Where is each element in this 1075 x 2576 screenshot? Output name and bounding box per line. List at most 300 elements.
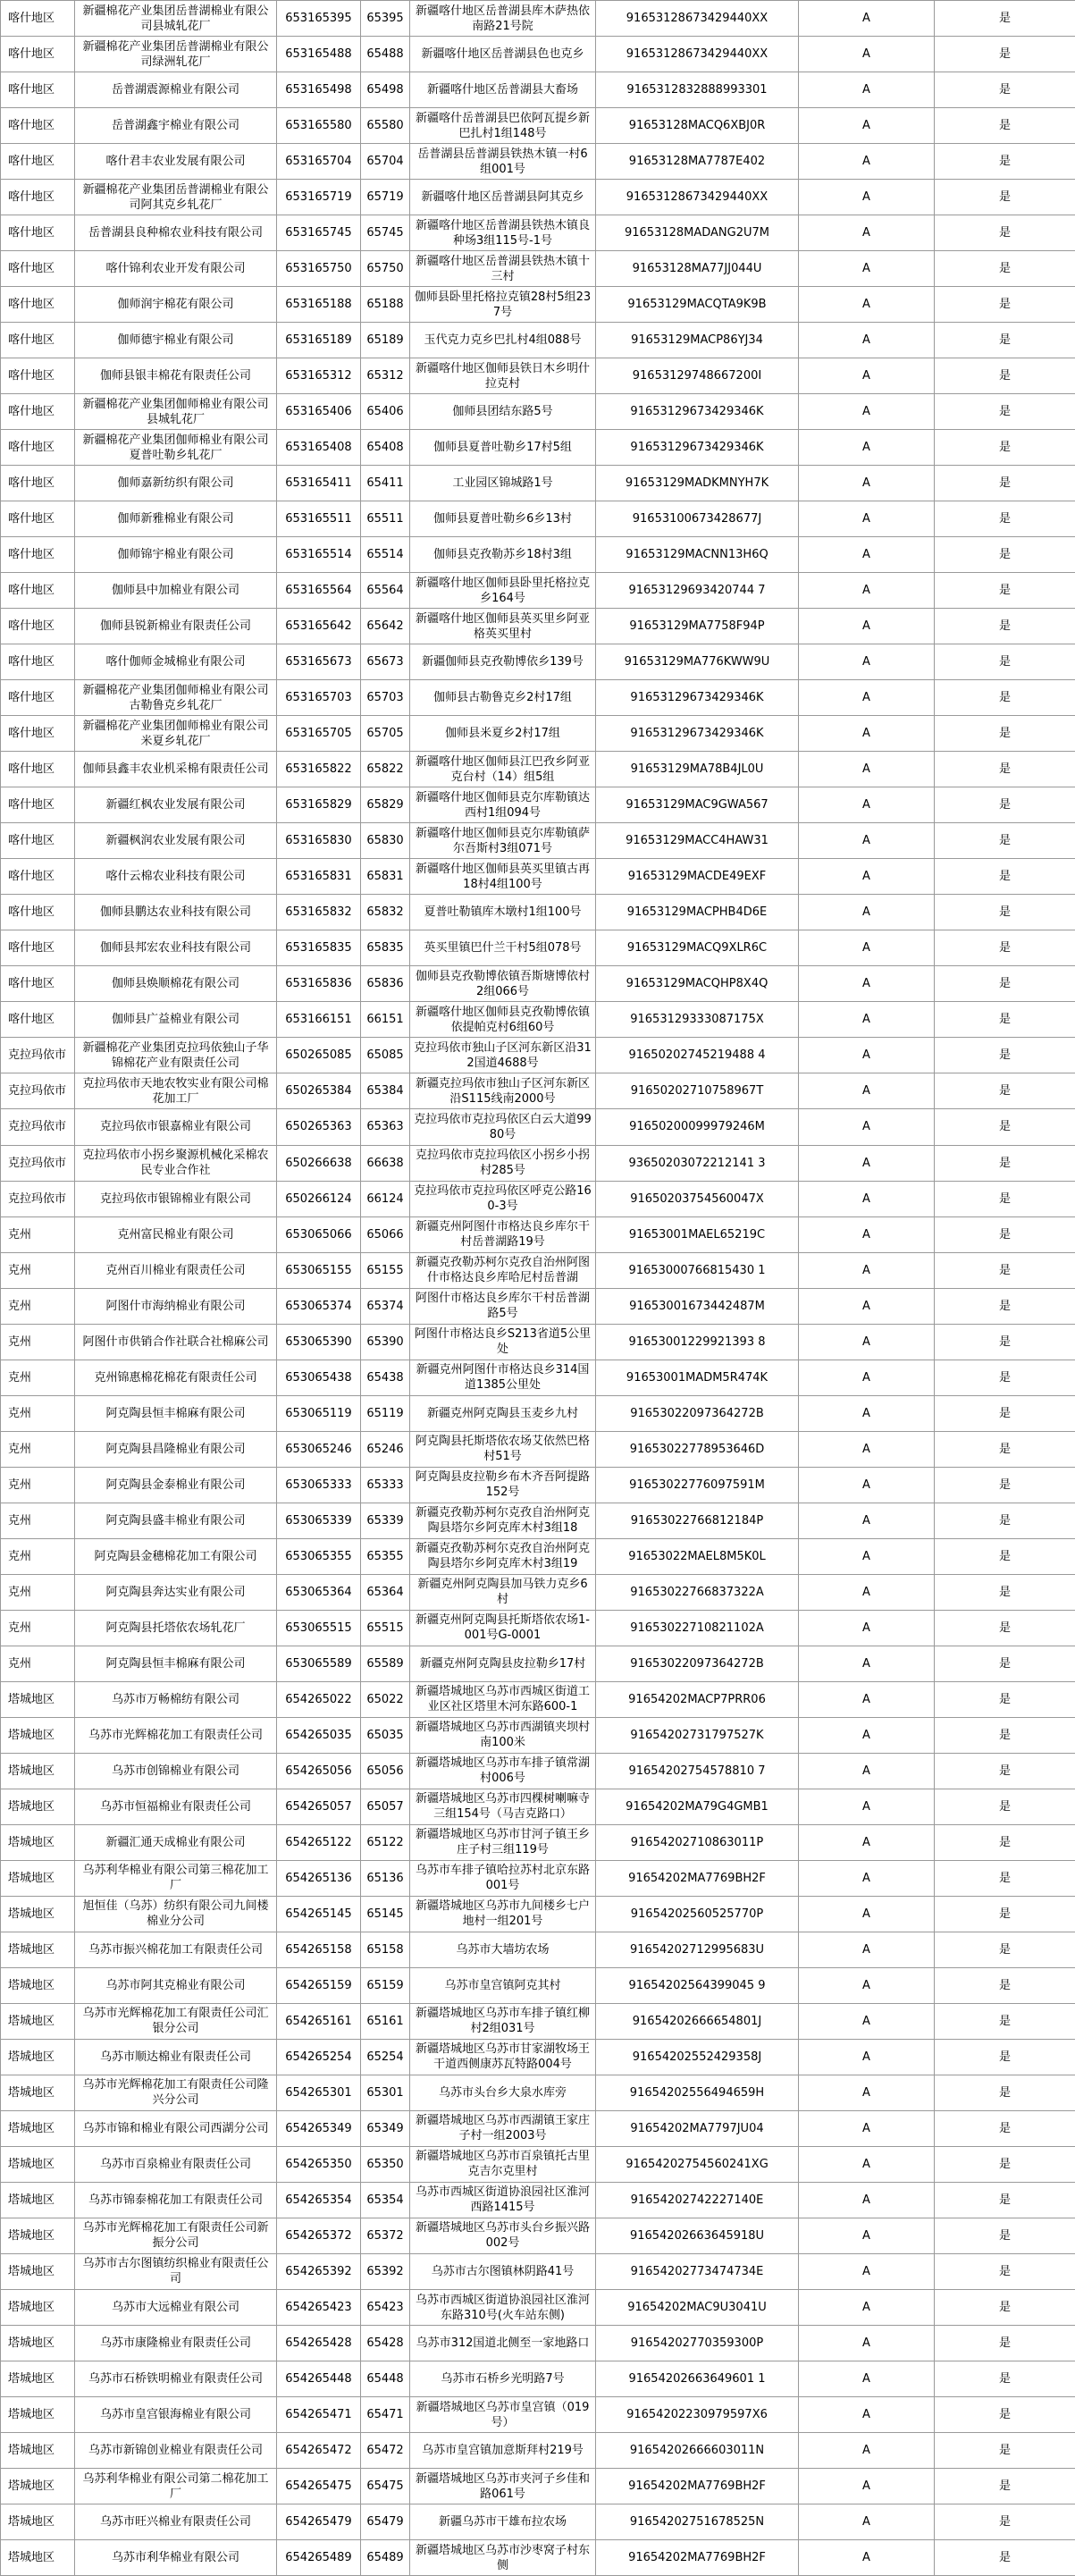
grade-cell: A xyxy=(799,1681,935,1717)
code-cell: 653165642 xyxy=(277,609,361,644)
company-name-cell: 乌苏市万畅棉纺有限公司 xyxy=(75,1681,277,1717)
grade-cell: A xyxy=(799,895,935,930)
flag-cell: 是 xyxy=(935,1395,1075,1431)
address-cell: 新疆塔城地区乌苏市车排子镇常湖村006号 xyxy=(410,1753,596,1789)
company-name-cell: 克拉玛依市小拐乡聚源机械化采棉农民专业合作社 xyxy=(75,1145,277,1181)
code-cell: 654265475 xyxy=(277,2469,361,2504)
address-cell: 伽师县米夏乡2村17组 xyxy=(410,716,596,752)
code-cell: 653065155 xyxy=(277,1252,361,1288)
region-cell: 喀什地区 xyxy=(1,144,75,180)
flag-cell: 是 xyxy=(935,2218,1075,2253)
credit-code-cell: 91650202710758967T xyxy=(596,1073,799,1109)
address-cell: 新疆喀什地区伽师县克孜勒博依镇依提帕克村6组60号 xyxy=(410,1002,596,1038)
company-name-cell: 阿克陶县金泰棉业有限公司 xyxy=(75,1467,277,1503)
table-row xyxy=(1,2469,1075,2504)
company-name-cell: 伽师嘉新纺织有限公司 xyxy=(75,466,277,501)
region-cell: 克拉玛依市 xyxy=(1,1038,75,1073)
short-code-cell: 65246 xyxy=(361,1431,410,1467)
credit-code-cell: 91653129MACDE49EXF xyxy=(596,859,799,895)
code-cell: 654265057 xyxy=(277,1789,361,1824)
region-cell: 克拉玛依市 xyxy=(1,1073,75,1109)
address-cell: 阿图什市格达良乡S213省道5公里处 xyxy=(410,1324,596,1360)
flag-cell: 是 xyxy=(935,144,1075,180)
flag-cell: 是 xyxy=(935,1860,1075,1896)
code-cell: 650266638 xyxy=(277,1145,361,1181)
short-code-cell: 65384 xyxy=(361,1073,410,1109)
code-cell: 654265423 xyxy=(277,2290,361,2326)
address-cell: 乌苏市西城区街道协浪园社区淮河西路1415号 xyxy=(410,2182,596,2218)
grade-cell: A xyxy=(799,1574,935,1610)
region-cell: 塔城地区 xyxy=(1,2540,75,2576)
region-cell: 塔城地区 xyxy=(1,2110,75,2146)
company-name-cell: 阿克陶县恒丰棉麻有限公司 xyxy=(75,1646,277,1681)
table-row xyxy=(1,1216,1075,1252)
table-row xyxy=(1,2075,1075,2110)
code-cell: 653065355 xyxy=(277,1538,361,1574)
table-row xyxy=(1,1109,1075,1145)
short-code-cell: 65022 xyxy=(361,1681,410,1717)
flag-cell: 是 xyxy=(935,2003,1075,2039)
company-name-cell: 乌苏市旺兴棉业有限责任公司 xyxy=(75,2504,277,2540)
company-name-cell: 阿克陶县恒丰棉麻有限公司 xyxy=(75,1395,277,1431)
grade-cell: A xyxy=(799,2433,935,2469)
company-name-cell: 乌苏市新锦创业棉业有限责任公司 xyxy=(75,2433,277,2469)
region-cell: 克拉玛依市 xyxy=(1,1145,75,1181)
grade-cell: A xyxy=(799,2326,935,2361)
address-cell: 伽师县克孜勒博依镇吾斯塘博依村2组066号 xyxy=(410,966,596,1002)
company-name-cell: 乌苏市顺达棉业有限责任公司 xyxy=(75,2039,277,2075)
credit-code-cell: 91653129673429346K xyxy=(596,394,799,430)
table-row xyxy=(1,2182,1075,2218)
table-row xyxy=(1,2110,1075,2146)
flag-cell: 是 xyxy=(935,251,1075,287)
code-cell: 654265472 xyxy=(277,2433,361,2469)
table-row xyxy=(1,1181,1075,1216)
grade-cell: A xyxy=(799,1503,935,1538)
code-cell: 653165511 xyxy=(277,501,361,537)
flag-cell: 是 xyxy=(935,1288,1075,1324)
region-cell: 克州 xyxy=(1,1324,75,1360)
short-code-cell: 65564 xyxy=(361,573,410,609)
grade-cell: A xyxy=(799,394,935,430)
code-cell: 653065333 xyxy=(277,1467,361,1503)
company-name-cell: 岳普湖县良种棉农业科技有限公司 xyxy=(75,215,277,251)
credit-code-cell: 91653129MA78B4JL0U xyxy=(596,752,799,787)
address-cell: 新疆喀什地区伽师县英买里镇古再18村4组100号 xyxy=(410,859,596,895)
grade-cell: A xyxy=(799,573,935,609)
company-name-cell: 新疆棉花产业集团伽师棉业有限公司古勒鲁克乡轧花厂 xyxy=(75,680,277,716)
table-row xyxy=(1,323,1075,358)
flag-cell: 是 xyxy=(935,108,1075,144)
flag-cell: 是 xyxy=(935,1467,1075,1503)
table-row xyxy=(1,895,1075,930)
grade-cell: A xyxy=(799,144,935,180)
address-cell: 新疆塔城地区乌苏市甘家湖牧场王干道西侧康苏瓦特路004号 xyxy=(410,2039,596,2075)
code-cell: 653065119 xyxy=(277,1395,361,1431)
table-row xyxy=(1,1467,1075,1503)
credit-code-cell: 91654202556494659H xyxy=(596,2075,799,2110)
flag-cell: 是 xyxy=(935,1431,1075,1467)
grade-cell: A xyxy=(799,1538,935,1574)
flag-cell: 是 xyxy=(935,823,1075,859)
short-code-cell: 65438 xyxy=(361,1360,410,1395)
company-name-cell: 乌苏市阿其克棉业有限公司 xyxy=(75,1967,277,2003)
short-code-cell: 65471 xyxy=(361,2397,410,2433)
grade-cell: A xyxy=(799,966,935,1002)
grade-cell: A xyxy=(799,323,935,358)
credit-code-cell: 91653129MACNN13H6Q xyxy=(596,537,799,573)
code-cell: 653166151 xyxy=(277,1002,361,1038)
grade-cell: A xyxy=(799,2540,935,2576)
code-cell: 650266124 xyxy=(277,1181,361,1216)
grade-cell: A xyxy=(799,358,935,394)
region-cell: 喀什地区 xyxy=(1,180,75,215)
short-code-cell: 65704 xyxy=(361,144,410,180)
region-cell: 克州 xyxy=(1,1646,75,1681)
code-cell: 653165719 xyxy=(277,180,361,215)
table-row xyxy=(1,1324,1075,1360)
grade-cell: A xyxy=(799,859,935,895)
flag-cell: 是 xyxy=(935,1252,1075,1288)
short-code-cell: 65511 xyxy=(361,501,410,537)
region-cell: 喀什地区 xyxy=(1,537,75,573)
company-name-cell: 新疆红枫农业发展有限公司 xyxy=(75,787,277,823)
region-cell: 喀什地区 xyxy=(1,108,75,144)
code-cell: 653165189 xyxy=(277,323,361,358)
short-code-cell: 65589 xyxy=(361,1646,410,1681)
flag-cell: 是 xyxy=(935,1181,1075,1216)
code-cell: 653165836 xyxy=(277,966,361,1002)
region-cell: 喀什地区 xyxy=(1,680,75,716)
credit-code-cell: 91653022766837322A xyxy=(596,1574,799,1610)
region-cell: 塔城地区 xyxy=(1,2253,75,2289)
region-cell: 塔城地区 xyxy=(1,2397,75,2433)
table-row xyxy=(1,930,1075,966)
credit-code-cell: 91653100673428677J xyxy=(596,501,799,537)
code-cell: 654265122 xyxy=(277,1824,361,1860)
table-row xyxy=(1,680,1075,716)
company-name-cell: 乌苏利华棉业有限公司第二棉花加工厂 xyxy=(75,2469,277,2504)
region-cell: 喀什地区 xyxy=(1,37,75,72)
credit-code-cell: 91653128673429440XX xyxy=(596,37,799,72)
region-cell: 喀什地区 xyxy=(1,323,75,358)
company-name-cell: 乌苏市光辉棉花加工有限责任公司 xyxy=(75,1717,277,1753)
credit-code-cell: 91654202754578810 7 xyxy=(596,1753,799,1789)
credit-code-cell: 91653022MAEL8M5K0L xyxy=(596,1538,799,1574)
address-cell: 新疆喀什地区伽师县克尔库勒镇达西村1组094号 xyxy=(410,787,596,823)
grade-cell: A xyxy=(799,2182,935,2218)
company-name-cell: 乌苏市锦和棉业有限公司西湖分公司 xyxy=(75,2110,277,2146)
credit-code-cell: 91654202754560241XG xyxy=(596,2146,799,2182)
code-cell: 654265145 xyxy=(277,1896,361,1932)
table-row xyxy=(1,108,1075,144)
code-cell: 653165395 xyxy=(277,1,361,37)
credit-code-cell: 91654202666603011N xyxy=(596,2433,799,2469)
flag-cell: 是 xyxy=(935,2146,1075,2182)
region-cell: 喀什地区 xyxy=(1,859,75,895)
code-cell: 654265479 xyxy=(277,2504,361,2540)
short-code-cell: 65056 xyxy=(361,1753,410,1789)
table-body xyxy=(1,1,1075,2576)
code-cell: 653165673 xyxy=(277,644,361,680)
credit-code-cell: 91654202MA7797JU04 xyxy=(596,2110,799,2146)
credit-code-cell: 91654202MACP7PRR06 xyxy=(596,1681,799,1717)
grade-cell: A xyxy=(799,752,935,787)
region-cell: 喀什地区 xyxy=(1,72,75,108)
table-row xyxy=(1,394,1075,430)
credit-code-cell: 91654202MA7769BH2F xyxy=(596,2540,799,2576)
flag-cell: 是 xyxy=(935,1216,1075,1252)
credit-code-cell: 91653129MAC9GWA567 xyxy=(596,787,799,823)
credit-code-cell: 91654202564399045 9 xyxy=(596,1967,799,2003)
address-cell: 工业园区锦城路1号 xyxy=(410,466,596,501)
region-cell: 塔城地区 xyxy=(1,2146,75,2182)
credit-code-cell: 91654202770359300P xyxy=(596,2326,799,2361)
table-row xyxy=(1,1252,1075,1288)
address-cell: 新疆喀什地区岳普湖县库木萨热依南路21号院 xyxy=(410,1,596,37)
table-row xyxy=(1,1681,1075,1717)
credit-code-cell: 91654202230979597X6 xyxy=(596,2397,799,2433)
flag-cell: 是 xyxy=(935,1717,1075,1753)
credit-code-cell: 91653001MAEL65219C xyxy=(596,1216,799,1252)
grade-cell: A xyxy=(799,644,935,680)
short-code-cell: 65155 xyxy=(361,1252,410,1288)
code-cell: 654265350 xyxy=(277,2146,361,2182)
table-row xyxy=(1,2218,1075,2253)
company-name-cell: 伽师县广益棉业有限公司 xyxy=(75,1002,277,1038)
table-row xyxy=(1,2397,1075,2433)
table-row xyxy=(1,1610,1075,1646)
table-row xyxy=(1,287,1075,323)
credit-code-cell: 91654202773474734E xyxy=(596,2253,799,2289)
flag-cell: 是 xyxy=(935,787,1075,823)
region-cell: 喀什地区 xyxy=(1,430,75,466)
table-row xyxy=(1,1038,1075,1073)
grade-cell: A xyxy=(799,1360,935,1395)
short-code-cell: 65411 xyxy=(361,466,410,501)
flag-cell: 是 xyxy=(935,2326,1075,2361)
credit-code-cell: 91653129MACC4HAW31 xyxy=(596,823,799,859)
region-cell: 喀什地区 xyxy=(1,966,75,1002)
short-code-cell: 65406 xyxy=(361,394,410,430)
table-row xyxy=(1,144,1075,180)
code-cell: 653165498 xyxy=(277,72,361,108)
grade-cell: A xyxy=(799,1824,935,1860)
flag-cell: 是 xyxy=(935,358,1075,394)
table-row xyxy=(1,716,1075,752)
address-cell: 乌苏市古尔图镇林阴路41号 xyxy=(410,2253,596,2289)
code-cell: 653065339 xyxy=(277,1503,361,1538)
company-name-cell: 伽师县鑫丰农业机采棉有限责任公司 xyxy=(75,752,277,787)
credit-code-cell: 91654202663645918U xyxy=(596,2218,799,2253)
company-name-cell: 新疆棉花产业集团伽师棉业有限公司县城轧花厂 xyxy=(75,394,277,430)
short-code-cell: 65514 xyxy=(361,537,410,573)
address-cell: 克拉玛依市克拉玛依区呼克公路160-3号 xyxy=(410,1181,596,1216)
credit-code-cell: 91654202552429358J xyxy=(596,2039,799,2075)
flag-cell: 是 xyxy=(935,2361,1075,2397)
company-name-cell: 新疆棉花产业集团克拉玛依独山子华锦棉花产业有限责任公司 xyxy=(75,1038,277,1073)
region-cell: 克州 xyxy=(1,1538,75,1574)
company-name-cell: 阿克陶县昌隆棉业有限公司 xyxy=(75,1431,277,1467)
short-code-cell: 65188 xyxy=(361,287,410,323)
short-code-cell: 65119 xyxy=(361,1395,410,1431)
table-row xyxy=(1,823,1075,859)
short-code-cell: 66638 xyxy=(361,1145,410,1181)
short-code-cell: 65673 xyxy=(361,644,410,680)
company-name-cell: 阿图什市供销合作社联合社棉麻公司 xyxy=(75,1324,277,1360)
address-cell: 新疆克孜勒苏柯尔克孜自治州阿图什市格达良乡库哈尼村岳普湖 xyxy=(410,1252,596,1288)
flag-cell: 是 xyxy=(935,2182,1075,2218)
region-cell: 塔城地区 xyxy=(1,1789,75,1824)
table-row xyxy=(1,1145,1075,1181)
address-cell: 伽师县夏普吐勒乡6乡13村 xyxy=(410,501,596,537)
company-name-cell: 阿图什市海纳棉业有限公司 xyxy=(75,1288,277,1324)
grade-cell: A xyxy=(799,2146,935,2182)
address-cell: 新疆喀什地区伽师县克尔库勒镇萨尔吾斯村3组071号 xyxy=(410,823,596,859)
company-name-cell: 喀什伽师金城棉业有限公司 xyxy=(75,644,277,680)
flag-cell: 是 xyxy=(935,966,1075,1002)
table-row xyxy=(1,2433,1075,2469)
short-code-cell: 65835 xyxy=(361,930,410,966)
grade-cell: A xyxy=(799,1646,935,1681)
table-row xyxy=(1,2504,1075,2540)
table-row xyxy=(1,466,1075,501)
region-cell: 塔城地区 xyxy=(1,1932,75,1967)
table-row xyxy=(1,1717,1075,1753)
flag-cell: 是 xyxy=(935,1145,1075,1181)
short-code-cell: 65423 xyxy=(361,2290,410,2326)
code-cell: 654265354 xyxy=(277,2182,361,2218)
flag-cell: 是 xyxy=(935,680,1075,716)
company-name-cell: 克州富民棉业有限公司 xyxy=(75,1216,277,1252)
code-cell: 650265363 xyxy=(277,1109,361,1145)
grade-cell: A xyxy=(799,466,935,501)
credit-code-cell: 91653129MACPHB4D6E xyxy=(596,895,799,930)
short-code-cell: 65339 xyxy=(361,1503,410,1538)
grade-cell: A xyxy=(799,2290,935,2326)
flag-cell: 是 xyxy=(935,537,1075,573)
short-code-cell: 65066 xyxy=(361,1216,410,1252)
address-cell: 乌苏市石桥乡光明路7号 xyxy=(410,2361,596,2397)
address-cell: 英买里镇巴什兰干村5组078号 xyxy=(410,930,596,966)
address-cell: 新疆塔城地区乌苏市四棵树喇嘛寺三组154号（马吉克路口） xyxy=(410,1789,596,1824)
company-name-cell: 伽师县鹏达农业科技有限公司 xyxy=(75,895,277,930)
company-name-cell: 阿克陶县金穗棉花加工有限公司 xyxy=(75,1538,277,1574)
code-cell: 650265085 xyxy=(277,1038,361,1073)
address-cell: 伽师县团结东路5号 xyxy=(410,394,596,430)
code-cell: 654265301 xyxy=(277,2075,361,2110)
flag-cell: 是 xyxy=(935,2540,1075,2576)
flag-cell: 是 xyxy=(935,2075,1075,2110)
credit-code-cell: 91653022778953646D xyxy=(596,1431,799,1467)
region-cell: 塔城地区 xyxy=(1,1896,75,1932)
code-cell: 654265022 xyxy=(277,1681,361,1717)
grade-cell: A xyxy=(799,2110,935,2146)
company-name-cell: 乌苏市创锦棉业有限公司 xyxy=(75,1753,277,1789)
credit-code-cell: 91653128MA77JJ044U xyxy=(596,251,799,287)
address-cell: 新疆塔城地区乌苏市夹河子乡佳和路061号 xyxy=(410,2469,596,2504)
address-cell: 新疆喀什岳普湖县巴依阿瓦提乡新巴扎村1组148号 xyxy=(410,108,596,144)
address-cell: 乌苏市头台乡大泉水库旁 xyxy=(410,2075,596,2110)
table-row xyxy=(1,1288,1075,1324)
code-cell: 654265372 xyxy=(277,2218,361,2253)
grade-cell: A xyxy=(799,1,935,37)
grade-cell: A xyxy=(799,1145,935,1181)
credit-code-cell: 91653129MADKMNYH7K xyxy=(596,466,799,501)
code-cell: 653165831 xyxy=(277,859,361,895)
grade-cell: A xyxy=(799,2039,935,2075)
code-cell: 654265035 xyxy=(277,1717,361,1753)
region-cell: 喀什地区 xyxy=(1,930,75,966)
credit-code-cell: 91654202663649601 1 xyxy=(596,2361,799,2397)
short-code-cell: 65136 xyxy=(361,1860,410,1896)
address-cell: 新疆克孜勒苏柯尔克孜自治州阿克陶县塔尔乡阿克库木村3组18 xyxy=(410,1503,596,1538)
flag-cell: 是 xyxy=(935,2397,1075,2433)
table-row xyxy=(1,1932,1075,1967)
company-name-cell: 乌苏市利华棉业有限公司 xyxy=(75,2540,277,2576)
flag-cell: 是 xyxy=(935,1646,1075,1681)
table-row xyxy=(1,72,1075,108)
short-code-cell: 65057 xyxy=(361,1789,410,1824)
short-code-cell: 65363 xyxy=(361,1109,410,1145)
address-cell: 新疆克州阿克陶县托斯塔依农场1-001号G-0001 xyxy=(410,1610,596,1646)
grade-cell: A xyxy=(799,787,935,823)
company-name-cell: 乌苏市振兴棉花加工有限责任公司 xyxy=(75,1932,277,1967)
company-name-cell: 喀什云棉农业科技有限公司 xyxy=(75,859,277,895)
company-name-cell: 乌苏利华棉业有限公司第三棉花加工厂 xyxy=(75,1860,277,1896)
company-name-cell: 喀什君丰农业发展有限公司 xyxy=(75,144,277,180)
address-cell: 新疆塔城地区乌苏市百泉镇托古里克吉尔克里村 xyxy=(410,2146,596,2182)
company-name-cell: 乌苏市光辉棉花加工有限责任公司隆兴分公司 xyxy=(75,2075,277,2110)
address-cell: 新疆克州阿克陶县玉麦乡九村 xyxy=(410,1395,596,1431)
address-cell: 新疆克州阿克陶县皮拉勒乡17村 xyxy=(410,1646,596,1681)
flag-cell: 是 xyxy=(935,1360,1075,1395)
flag-cell: 是 xyxy=(935,1574,1075,1610)
credit-code-cell: 91654202710863011P xyxy=(596,1824,799,1860)
credit-code-cell: 91653022097364272B xyxy=(596,1395,799,1431)
region-cell: 克州 xyxy=(1,1395,75,1431)
code-cell: 654265392 xyxy=(277,2253,361,2289)
short-code-cell: 65515 xyxy=(361,1610,410,1646)
code-cell: 653065066 xyxy=(277,1216,361,1252)
short-code-cell: 65158 xyxy=(361,1932,410,1967)
short-code-cell: 65705 xyxy=(361,716,410,752)
table-row xyxy=(1,358,1075,394)
table-row xyxy=(1,2039,1075,2075)
grade-cell: A xyxy=(799,680,935,716)
region-cell: 克州 xyxy=(1,1288,75,1324)
short-code-cell: 65822 xyxy=(361,752,410,787)
grade-cell: A xyxy=(799,2253,935,2289)
flag-cell: 是 xyxy=(935,2469,1075,2504)
grade-cell: A xyxy=(799,2397,935,2433)
flag-cell: 是 xyxy=(935,2504,1075,2540)
address-cell: 乌苏市西城区街道协浪园社区淮河东路310号(火车站东侧) xyxy=(410,2290,596,2326)
region-cell: 克州 xyxy=(1,1252,75,1288)
short-code-cell: 65836 xyxy=(361,966,410,1002)
short-code-cell: 65350 xyxy=(361,2146,410,2182)
region-cell: 塔城地区 xyxy=(1,2075,75,2110)
grade-cell: A xyxy=(799,1181,935,1216)
address-cell: 新疆喀什地区伽师县英买里乡阿亚格英买里村 xyxy=(410,609,596,644)
code-cell: 654265349 xyxy=(277,2110,361,2146)
address-cell: 玉代克力克乡巴扎村4组088号 xyxy=(410,323,596,358)
region-cell: 喀什地区 xyxy=(1,716,75,752)
code-cell: 653065364 xyxy=(277,1574,361,1610)
grade-cell: A xyxy=(799,1216,935,1252)
region-cell: 克州 xyxy=(1,1467,75,1503)
table-row xyxy=(1,501,1075,537)
